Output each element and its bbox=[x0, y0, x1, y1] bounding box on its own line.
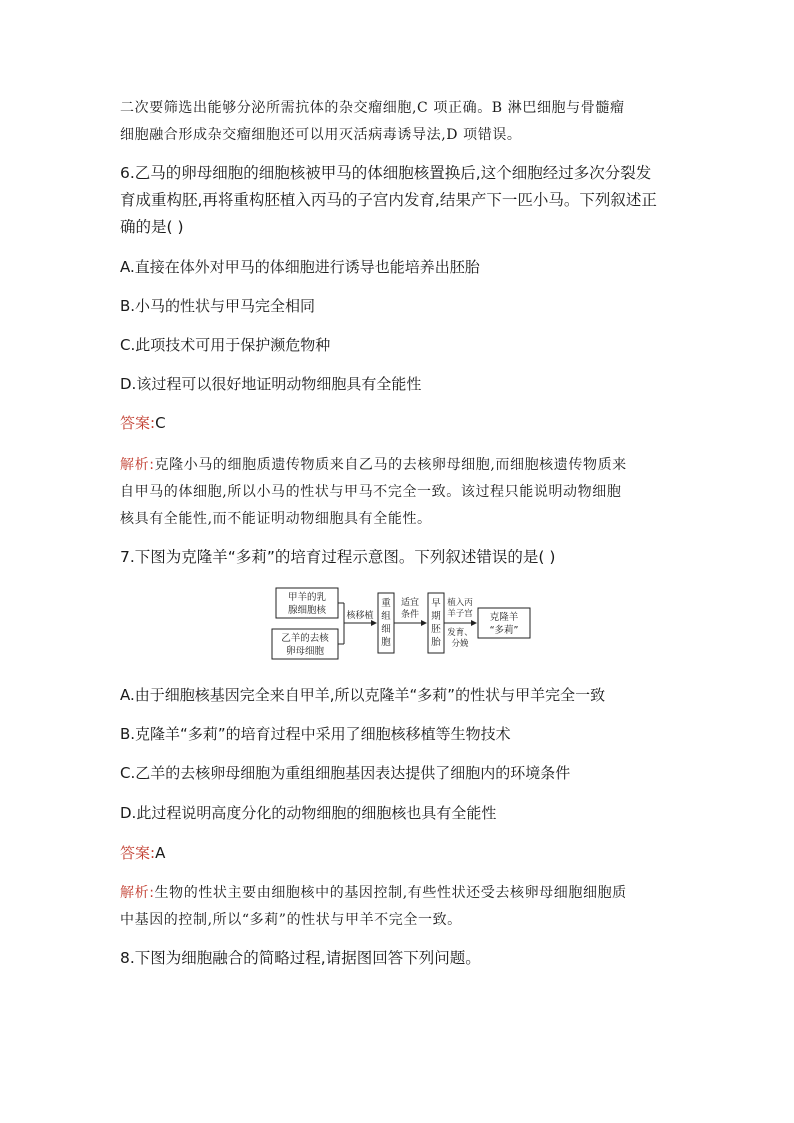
q7-option-a: A.由于细胞核基因完全来自甲羊,所以克隆羊“多莉”的性状与甲羊完全一致 bbox=[120, 686, 606, 704]
q6-analysis-label: 解析: bbox=[120, 457, 155, 473]
q6-option-d: D.该过程可以很好地证明动物细胞具有全能性 bbox=[120, 375, 422, 393]
q6-option-c: C.此项技术可用于保护濒危物种 bbox=[120, 336, 331, 354]
box5-text-2: “多莉” bbox=[489, 625, 519, 636]
box5-text-1: 克隆羊 bbox=[489, 612, 519, 623]
box1-text-1: 甲羊的乳 bbox=[287, 592, 327, 603]
q6-answer-label: 答案: bbox=[120, 414, 156, 432]
q7-answer bbox=[120, 843, 165, 863]
q7-stem-line-1: 7.下图为克隆羊“多莉”的培育过程示意图。下列叙述错误的是( ) bbox=[120, 548, 556, 566]
q6-answer bbox=[120, 413, 166, 433]
q7-analysis-line-1 bbox=[120, 883, 627, 903]
q7-analysis-text-1: 生物的性状主要由细胞核中的基因控制,有些性状还受去核卵母细胞细胞质 bbox=[154, 885, 627, 901]
q7-option-d: D.此过程说明高度分化的动物细胞的细胞核也具有全能性 bbox=[120, 804, 497, 822]
q6-answer-value: C bbox=[155, 414, 166, 432]
q6-analysis-text-1: 克隆小马的细胞质遗传物质来自乙马的去核卵母细胞,而细胞核遗传物质来 bbox=[154, 457, 627, 473]
q7-answer-label: 答案: bbox=[120, 844, 156, 862]
box2-text-1: 乙羊的去核 bbox=[281, 633, 329, 644]
arrow3-top-1: 植入丙 bbox=[447, 598, 473, 608]
prev-solution-line-1: 二次要筛选出能够分泌所需抗体的杂交瘤细胞,C 项正确。B 淋巴细胞与骨髓瘤 bbox=[120, 100, 625, 116]
box3-char-2: 组 bbox=[381, 611, 391, 622]
box2-text-2: 卵母细胞 bbox=[285, 646, 325, 657]
q6-stem-line-1: 6.乙马的卵母细胞的细胞核被甲马的体细胞核置换后,这个细胞经过多次分裂发 bbox=[120, 164, 652, 182]
arrow2-label-1: 适宜 bbox=[400, 598, 420, 608]
q7-option-c: C.乙羊的去核卵母细胞为重组细胞基因表达提供了细胞内的环境条件 bbox=[120, 764, 571, 782]
box3-char-3: 细 bbox=[381, 624, 391, 635]
q7-answer-value: A bbox=[155, 844, 166, 862]
q7-analysis-label: 解析: bbox=[120, 885, 155, 901]
arrow3-bottom-1: 发育、 bbox=[447, 628, 473, 638]
q6-analysis-line-2: 自甲马的体细胞,所以小马的性状与甲马不完全一致。该过程只能说明动物细胞 bbox=[120, 484, 622, 500]
box4-char-1: 早 bbox=[431, 598, 441, 609]
prev-solution-line-2: 细胞融合形成杂交瘤细胞还可以用灭活病毒诱导法,D 项错误。 bbox=[120, 127, 522, 143]
q8-stem-line-1: 8.下图为细胞融合的简略过程,请据图回答下列问题。 bbox=[120, 949, 481, 967]
q6-analysis-line-3: 核具有全能性,而不能证明动物细胞具有全能性。 bbox=[120, 511, 432, 527]
arrow3-top-2: 羊子宫 bbox=[447, 609, 473, 619]
box4-char-2: 期 bbox=[431, 611, 441, 622]
arrow3-bottom-2: 分娩 bbox=[451, 639, 469, 649]
box4-char-4: 胎 bbox=[431, 637, 441, 648]
q6-analysis-line-1 bbox=[120, 455, 627, 475]
box3-char-1: 重 bbox=[381, 598, 391, 609]
arrow2-label-2: 条件 bbox=[400, 610, 420, 620]
q6-stem-line-2: 育成重构胚,再将重构胚植入丙马的子宫内发育,结果产下一匹小马。下列叙述正 bbox=[120, 191, 657, 209]
box4-char-3: 胚 bbox=[431, 624, 441, 635]
q6-stem-line-3: 确的是( ) bbox=[120, 218, 184, 236]
dolly-cloning-diagram bbox=[270, 585, 540, 663]
arrow1-label: 核移植 bbox=[346, 611, 374, 621]
q6-option-b: B.小马的性状与甲马完全相同 bbox=[120, 297, 316, 315]
box1-text-2: 腺细胞核 bbox=[287, 605, 327, 616]
box3-char-4: 胞 bbox=[381, 637, 391, 648]
q7-option-b: B.克隆羊“多莉”的培育过程中采用了细胞核移植等生物技术 bbox=[120, 725, 511, 743]
q6-option-a: A.直接在体外对甲马的体细胞进行诱导也能培养出胚胎 bbox=[120, 258, 480, 276]
q7-analysis-line-2: 中基因的控制,所以“多莉”的性状与甲羊不完全一致。 bbox=[120, 912, 462, 928]
